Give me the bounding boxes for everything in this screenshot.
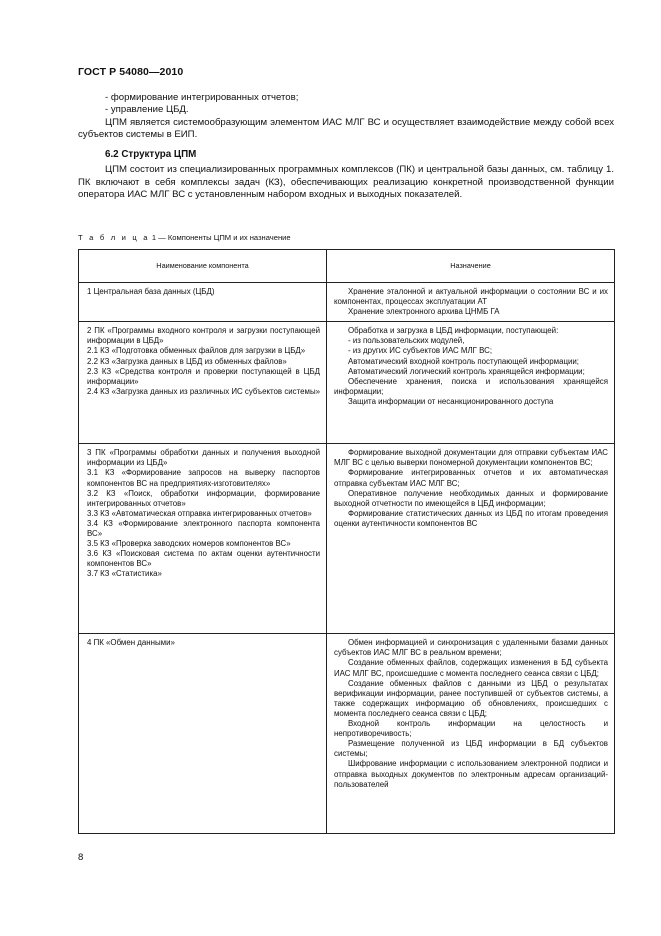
- cell-line: Обмен информацией и синхронизация с удаленными базами данных субъектов ИАС МЛГ ВС в реальном времени;: [334, 638, 608, 658]
- cell-line: 2.3 КЗ «Средства контроля и проверки поступающей в ЦБД информации»: [87, 366, 320, 386]
- table-row: [79, 634, 615, 834]
- cell-line: 2 ПК «Программы входного контроля и загрузки поступающей информации в ЦБД»: [87, 326, 320, 346]
- cell-line: 3.7 КЗ «Статистика»: [87, 569, 162, 579]
- cell-line: Создание обменных файлов с данными из ЦБД о результатах верификации информации, ранее поступившей от субъектов системы, а также содержащих информацию об обновлениях, происшедших с момента последнего сеанса связи с ЦБД;: [334, 678, 608, 718]
- cell-line: 3.6 КЗ «Поисковая система по актам оценки аутентичности компонентов ВС»: [87, 549, 320, 569]
- cell-line: 3.5 КЗ «Проверка заводских номеров компонентов ВС»: [87, 539, 291, 549]
- cell-component: [79, 322, 327, 444]
- cell-purpose: [327, 322, 615, 444]
- body-text: [78, 92, 614, 201]
- cell-component: [79, 444, 327, 634]
- cell-line: 1 Центральная база данных (ЦБД): [87, 287, 215, 296]
- cell-line: Обработка и загрузка в ЦБД информации, поступающей:: [348, 326, 559, 336]
- cell-line: - из других ИС субъектов ИАС МЛГ ВС;: [348, 346, 493, 356]
- list-item: - управление ЦБД.: [105, 104, 189, 116]
- cell-line: Хранение электронного архива ЦНМБ ГА: [348, 307, 500, 317]
- components-table: [78, 249, 615, 834]
- cell-line: Формирование выходной документации для отправки субъектам ИАС МЛГ ВС с целью выверки пономерной документации компонентов ВС;: [334, 448, 608, 468]
- cell-line: 3.4 КЗ «Формирование электронного паспорта компонента ВС»: [87, 518, 320, 539]
- cell-line: 2.2 КЗ «Загрузка данных в ЦБД из обменных файлов»: [87, 356, 287, 366]
- cell-line: Создание обменных файлов, содержащих изменения в БД субъекта ИАС МЛГ ВС, происшедшие с момента последнего сеанса связи с ЦБД;: [334, 658, 608, 678]
- cell-line: 3.2 КЗ «Поиск, обработки информации, формирование интегрированных отчетов»: [87, 488, 320, 508]
- paragraph: ЦПМ является системообразующим элементом ИАС МЛГ ВС и осуществляет взаимодействие между собой всех субъектов системы в ЕИП.: [78, 116, 614, 140]
- cell-line: Шифрование информации с использованием электронной подписи и отправка выходных документов по электронным адресам организаций-пользователей: [334, 759, 608, 789]
- cell-line: 3.3 КЗ «Автоматическая отправка интегрированных отчетов»: [87, 508, 312, 518]
- cell-line: 4 ПК «Обмен данными»: [87, 638, 175, 648]
- column-header-component: Наименование компонента: [79, 250, 327, 283]
- cell-line: Хранение эталонной и актуальной информации о состоянии ВС и их компонентах, процессах эксплуатации АТ: [334, 287, 608, 307]
- table-row: [79, 283, 615, 322]
- cell-line: - из пользовательских модулей,: [348, 336, 465, 346]
- table-row: [79, 322, 615, 444]
- table-caption: [78, 233, 291, 242]
- cell-purpose: [327, 634, 615, 834]
- cell-component: [79, 283, 327, 322]
- cell-line: 2.4 КЗ «Загрузка данных из различных ИС субъектов системы»: [87, 386, 321, 396]
- section-heading: 6.2 Структура ЦПМ: [105, 149, 197, 161]
- cell-line: 3 ПК «Программы обработки данных и получения выходной информации из ЦБД»: [87, 448, 320, 468]
- cell-purpose: [327, 444, 615, 634]
- cell-line: Обеспечение хранения, поиска и использования хранящейся информации;: [334, 376, 608, 396]
- cell-line: Автоматический логический контроль хранящейся информации;: [348, 366, 585, 376]
- column-header-purpose: Назначение: [327, 250, 615, 283]
- table-caption-text: 1 — Компоненты ЦПМ и их назначение: [149, 233, 291, 242]
- list-item: - формирование интегрированных отчетов;: [105, 92, 299, 103]
- table-caption-prefix: Т а б л и ц а: [78, 233, 150, 242]
- paragraph: ЦПМ состоит из специализированных программных комплексов (ПК) и центральной базы данных, см. таблицу 1. ПК включают в себя комплексы задач (КЗ), обеспечивающих реализацию конкретной производственной функции оператора ИАС МЛГ ВС с установленным набором входных и выходных показателей.: [78, 164, 614, 201]
- table-row: [79, 444, 615, 634]
- cell-line: Входной контроль информации на целостность и непротиворечивость;: [334, 719, 608, 739]
- cell-line: 2.1 КЗ «Подготовка обменных файлов для загрузки в ЦБД»: [87, 346, 306, 356]
- cell-line: Автоматический входной контроль поступающей информации;: [348, 356, 579, 366]
- cell-line: Размещение полученной из ЦБД информации в БД субъектов системы;: [334, 739, 608, 759]
- table-header-row: [79, 250, 615, 283]
- cell-line: Защита информации от несанкционированного доступа: [348, 396, 554, 406]
- page-number: 8: [78, 852, 84, 863]
- cell-line: 3.1 КЗ «Формирование запросов на выверку паспортов компонентов ВС на предприятиях-изготовителях»: [87, 468, 320, 488]
- document-header: ГОСТ Р 54080—2010: [78, 66, 184, 78]
- cell-purpose: [327, 283, 615, 322]
- cell-line: Формирование интегрированных отчетов и их автоматическая отправка субъектам ИАС МЛГ ВС;: [334, 468, 608, 488]
- cell-line: Оперативное получение необходимых данных и формирование выходной отчетности по имеющейся в ЦБД информации;: [334, 488, 608, 508]
- cell-line: Формирование статистических данных из ЦБД по итогам проведения оценки аутентичности компонентов ВС: [334, 508, 608, 528]
- cell-component: [79, 634, 327, 834]
